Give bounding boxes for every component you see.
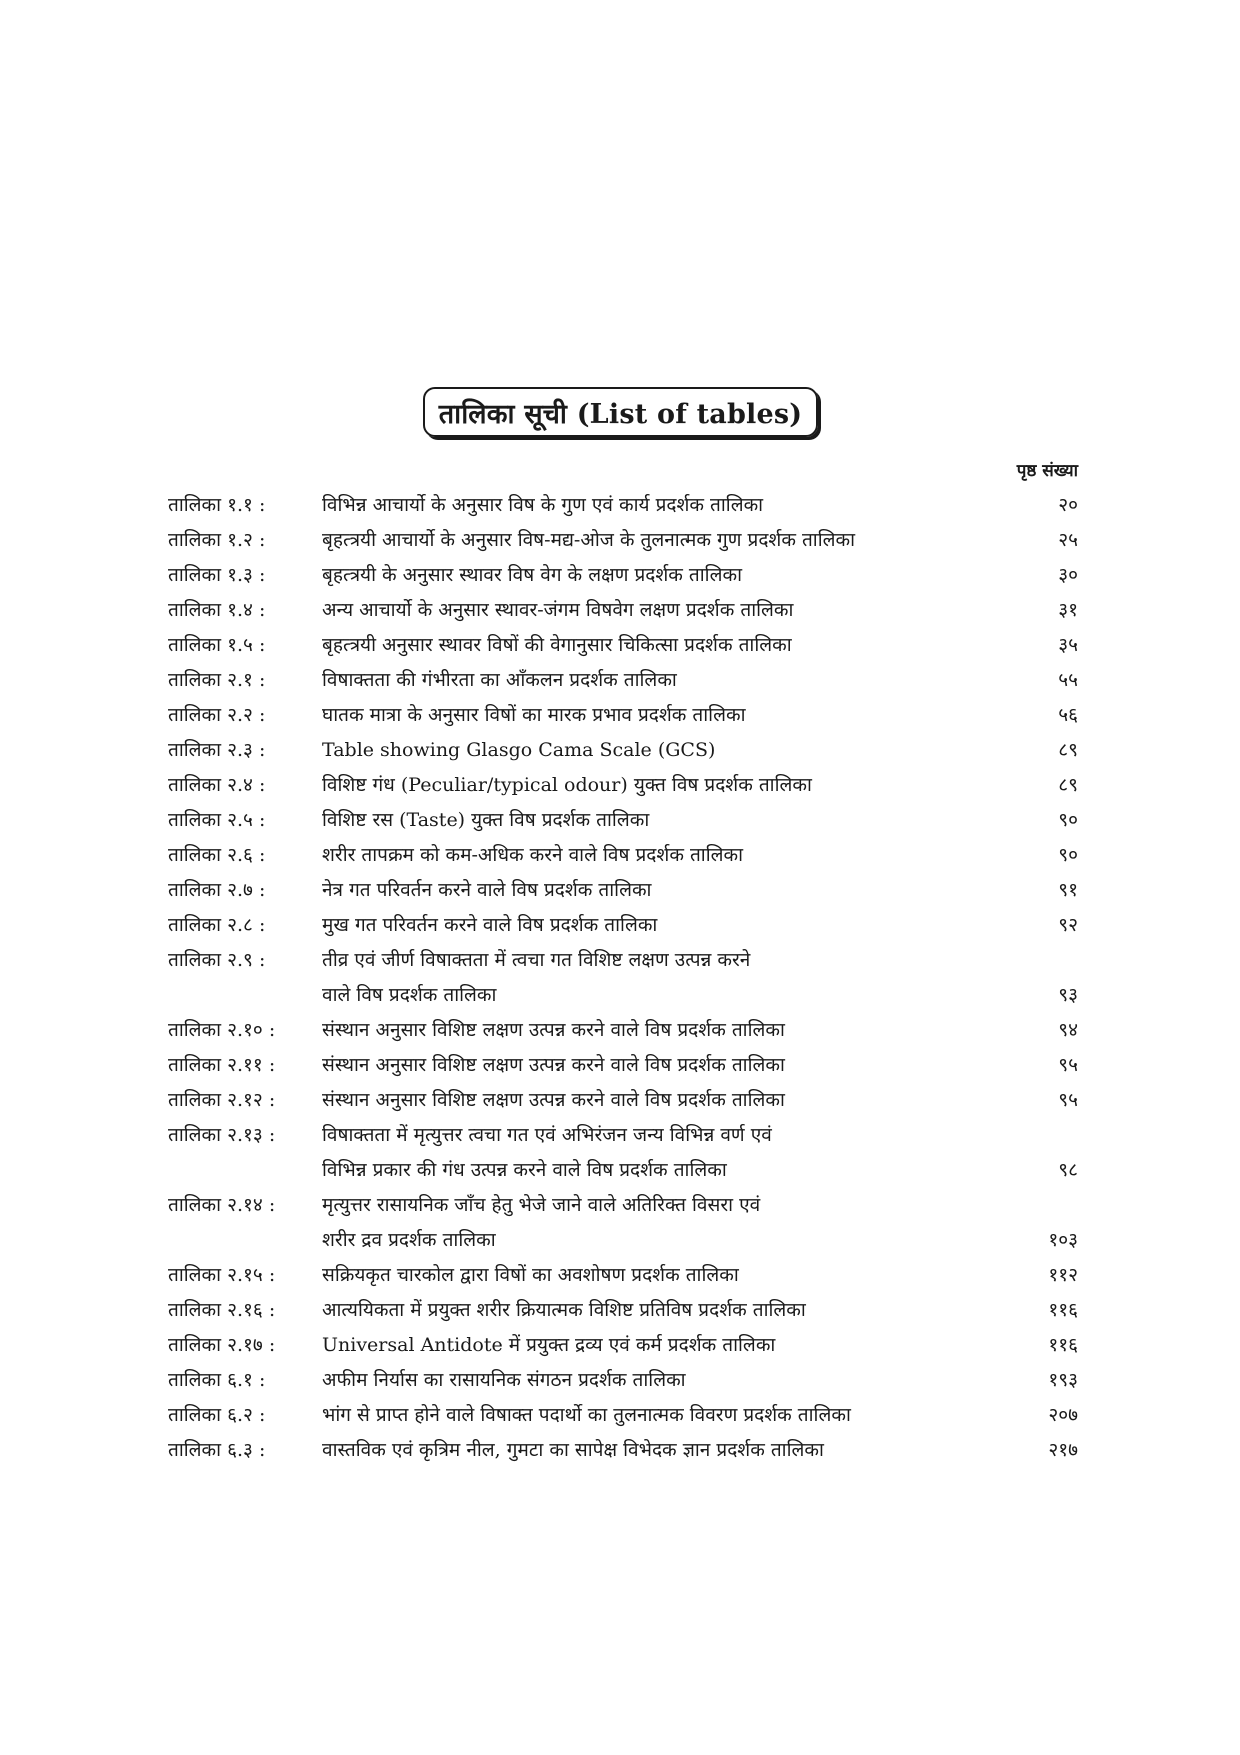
- table-entry-page-number: ५५: [1058, 669, 1078, 691]
- table-entry: [168, 1118, 1078, 1188]
- table-entry-title-line: Table showing Glasgo Cama Scale (GCS): [322, 739, 716, 761]
- table-entry-label: तालिका २.१३ :: [168, 1124, 276, 1146]
- table-entry-page-number: ९४: [1058, 1019, 1078, 1041]
- table-entry-title: [322, 908, 1008, 943]
- table-entry: [168, 908, 1078, 943]
- table-entry-title-line: मृत्युत्तर रासायनिक जाँच हेतु भेजे जाने वाले अतिरिक्त विसरा एवं: [322, 1194, 761, 1216]
- table-entry-title: [322, 1083, 1008, 1118]
- table-entry-page-number: ११६: [1048, 1299, 1078, 1321]
- table-entry-title-line: वाले विष प्रदर्शक तालिका: [322, 984, 497, 1006]
- table-entry-title: [322, 1433, 1008, 1468]
- table-entry-label: तालिका २.१ :: [168, 669, 266, 691]
- table-entry: [168, 1363, 1078, 1398]
- table-entry-title-line: आत्ययिकता में प्रयुक्त शरीर क्रियात्मक विशिष्ट प्रतिविष प्रदर्शक तालिका: [322, 1299, 806, 1321]
- table-entry-label: तालिका १.४ :: [168, 599, 266, 621]
- table-entry-title: [322, 1293, 1008, 1328]
- table-entry-page-number: ८९: [1058, 774, 1078, 796]
- table-entry-title: [322, 1013, 1008, 1048]
- table-entry-page-number: ३५: [1058, 634, 1078, 656]
- table-entry-page-number: २१७: [1048, 1439, 1078, 1461]
- table-entry-label: तालिका २.९ :: [168, 949, 266, 971]
- table-entry-title-line: मुख गत परिवर्तन करने वाले विष प्रदर्शक तालिका: [322, 914, 658, 936]
- table-entry-title: [322, 803, 1008, 838]
- table-entry-page-number: ९०: [1058, 809, 1078, 831]
- table-entry-title-line: अन्य आचार्यो के अनुसार स्थावर-जंगम विषवेग लक्षण प्रदर्शक तालिका: [322, 599, 794, 621]
- table-entry-label: तालिका २.१६ :: [168, 1299, 276, 1321]
- table-entry-title-line: बृहत्त्रयी आचार्यो के अनुसार विष-मद्य-ओज के तुलनात्मक गुण प्रदर्शक तालिका: [322, 529, 856, 551]
- table-entry: [168, 873, 1078, 908]
- table-entry: [168, 1433, 1078, 1468]
- table-entry: [168, 523, 1078, 558]
- table-entry: [168, 768, 1078, 803]
- table-entry: [168, 558, 1078, 593]
- table-entry-title: [322, 1363, 1008, 1398]
- table-entry-label: तालिका २.७ :: [168, 879, 266, 901]
- table-entry-label: तालिका २.८ :: [168, 914, 266, 936]
- table-entry-title: [322, 1328, 1008, 1363]
- table-entry-page-number: २०: [1058, 494, 1078, 516]
- table-entry-title: [322, 663, 1008, 698]
- table-entry-page-number: ३१: [1058, 599, 1078, 621]
- table-entry: [168, 698, 1078, 733]
- table-entry-title-line: विषाक्तता में मृत्युत्तर त्वचा गत एवं अभिरंजन जन्य विभिन्न वर्ण एवं: [322, 1124, 772, 1146]
- table-entry-title-line: Universal Antidote में प्रयुक्त द्रव्य एवं कर्म प्रदर्शक तालिका: [322, 1334, 776, 1356]
- table-entry-label: तालिका २.१० :: [168, 1019, 276, 1041]
- table-entry-title-line: नेत्र गत परिवर्तन करने वाले विष प्रदर्शक तालिका: [322, 879, 652, 901]
- table-entry-title-line: संस्थान अनुसार विशिष्ट लक्षण उत्पन्न करने वाले विष प्रदर्शक तालिका: [322, 1054, 785, 1076]
- table-entry-label: तालिका १.१ :: [168, 494, 266, 516]
- table-list: [168, 488, 1078, 1468]
- table-entry-page-number: ३०: [1058, 564, 1078, 586]
- page-title: तालिका सूची (List of tables): [438, 398, 803, 430]
- table-entry-title-line: तीव्र एवं जीर्ण विषाक्तता में त्वचा गत विशिष्ट लक्षण उत्पन्न करने: [322, 949, 751, 971]
- table-entry-title: [322, 1118, 1008, 1188]
- table-entry-title-line: वास्तविक एवं कृत्रिम नील, गुमटा का सापेक्ष विभेदक ज्ञान प्रदर्शक तालिका: [322, 1439, 824, 1461]
- table-entry-title: [322, 558, 1008, 593]
- table-entry-title: [322, 768, 1008, 803]
- table-entry-title-line: विभिन्न आचार्यो के अनुसार विष के गुण एवं कार्य प्रदर्शक तालिका: [322, 494, 764, 516]
- table-entry-page-number: ११६: [1048, 1334, 1078, 1356]
- table-entry-title-line: अफीम निर्यास का रासायनिक संगठन प्रदर्शक तालिका: [322, 1369, 686, 1391]
- table-entry-page-number: १९३: [1048, 1369, 1078, 1391]
- table-entry-title-line: शरीर द्रव प्रदर्शक तालिका: [322, 1229, 496, 1251]
- table-entry-page-number: ९५: [1058, 1089, 1078, 1111]
- table-entry: [168, 593, 1078, 628]
- table-entry-title-line: विशिष्ट रस (Taste) युक्त विष प्रदर्शक तालिका: [322, 809, 650, 831]
- table-entry-title-line: विषाक्तता की गंभीरता का आँकलन प्रदर्शक तालिका: [322, 669, 677, 691]
- table-entry-label: तालिका २.१५ :: [168, 1264, 276, 1286]
- table-entry: [168, 1083, 1078, 1118]
- table-entry-title-line: संस्थान अनुसार विशिष्ट लक्षण उत्पन्न करने वाले विष प्रदर्शक तालिका: [322, 1089, 785, 1111]
- table-entry-label: तालिका २.३ :: [168, 739, 266, 761]
- table-entry: [168, 1328, 1078, 1363]
- table-entry-label: तालिका २.१२ :: [168, 1089, 276, 1111]
- table-entry-label: तालिका २.११ :: [168, 1054, 276, 1076]
- table-entry: [168, 803, 1078, 838]
- table-entry-label: तालिका २.२ :: [168, 704, 266, 726]
- table-entry-page-number: २५: [1058, 529, 1078, 551]
- table-entry-page-number: ११२: [1048, 1264, 1078, 1286]
- table-entry-title-line: भांग से प्राप्त होने वाले विषाक्त पदार्थो का तुलनात्मक विवरण प्रदर्शक तालिका: [322, 1404, 851, 1426]
- table-entry-title: [322, 698, 1008, 733]
- table-entry: [168, 943, 1078, 1013]
- table-entry-label: तालिका २.१७ :: [168, 1334, 276, 1356]
- table-entry-page-number: ९५: [1058, 1054, 1078, 1076]
- table-entry-page-number: ९८: [1058, 1159, 1078, 1181]
- table-entry-title-line: विभिन्न प्रकार की गंध उत्पन्न करने वाले विष प्रदर्शक तालिका: [322, 1159, 727, 1181]
- table-entry-label: तालिका १.२ :: [168, 529, 266, 551]
- table-entry-title: [322, 1258, 1008, 1293]
- table-entry-page-number: ९१: [1058, 879, 1078, 901]
- table-entry: [168, 838, 1078, 873]
- table-entry-label: तालिका ६.३ :: [168, 1439, 266, 1461]
- table-entry-page-number: २०७: [1048, 1404, 1078, 1426]
- table-entry-page-number: ९३: [1058, 984, 1078, 1006]
- table-entry-label: तालिका २.५ :: [168, 809, 266, 831]
- table-entry-title: [322, 1188, 1008, 1258]
- table-entry-label: तालिका १.३ :: [168, 564, 266, 586]
- table-entry-title: [322, 1398, 1008, 1433]
- table-entry-page-number: ८९: [1058, 739, 1078, 761]
- table-entry: [168, 733, 1078, 768]
- table-entry-title-line: घातक मात्रा के अनुसार विषों का मारक प्रभाव प्रदर्शक तालिका: [322, 704, 746, 726]
- table-entry-label: तालिका ६.१ :: [168, 1369, 266, 1391]
- table-entry-title: [322, 733, 1008, 768]
- table-entry-label: तालिका २.४ :: [168, 774, 266, 796]
- table-entry: [168, 1188, 1078, 1258]
- table-entry-page-number: ९२: [1058, 914, 1078, 936]
- table-entry-label: तालिका २.६ :: [168, 844, 266, 866]
- table-entry-title-line: सक्रियकृत चारकोल द्वारा विषों का अवशोषण प्रदर्शक तालिका: [322, 1264, 739, 1286]
- table-entry: [168, 488, 1078, 523]
- table-entry: [168, 1013, 1078, 1048]
- table-entry-title-line: शरीर तापक्रम को कम-अधिक करने वाले विष प्रदर्शक तालिका: [322, 844, 744, 866]
- table-entry: [168, 1398, 1078, 1433]
- table-entry: [168, 1258, 1078, 1293]
- table-entry-title: [322, 943, 1008, 1013]
- table-entry: [168, 663, 1078, 698]
- page-number-column-header: पृष्ठ संख्या: [1016, 461, 1078, 481]
- table-entry: [168, 1048, 1078, 1083]
- table-entry-title: [322, 488, 1008, 523]
- table-entry-title: [322, 628, 1008, 663]
- table-entry: [168, 628, 1078, 663]
- table-entry: [168, 1293, 1078, 1328]
- table-entry-title: [322, 873, 1008, 908]
- table-entry-title-line: बृहत्त्रयी अनुसार स्थावर विषों की वेगानुसार चिकित्सा प्रदर्शक तालिका: [322, 634, 792, 656]
- table-entry-page-number: १०३: [1048, 1229, 1078, 1251]
- table-entry-title-line: बृहत्त्रयी के अनुसार स्थावर विष वेग के लक्षण प्रदर्शक तालिका: [322, 564, 742, 586]
- table-entry-title: [322, 838, 1008, 873]
- table-entry-label: तालिका २.१४ :: [168, 1194, 276, 1216]
- table-entry-title: [322, 593, 1008, 628]
- table-entry-label: तालिका ६.२ :: [168, 1404, 266, 1426]
- table-entry-title-line: संस्थान अनुसार विशिष्ट लक्षण उत्पन्न करने वाले विष प्रदर्शक तालिका: [322, 1019, 785, 1041]
- table-entry-title: [322, 523, 1008, 558]
- table-entry-label: तालिका १.५ :: [168, 634, 266, 656]
- table-entry-page-number: ५६: [1058, 704, 1078, 726]
- title-box: [423, 387, 818, 437]
- table-entry-title: [322, 1048, 1008, 1083]
- table-entry-page-number: ९०: [1058, 844, 1078, 866]
- table-entry-title-line: विशिष्ट गंध (Peculiar/typical odour) युक्त विष प्रदर्शक तालिका: [322, 774, 812, 796]
